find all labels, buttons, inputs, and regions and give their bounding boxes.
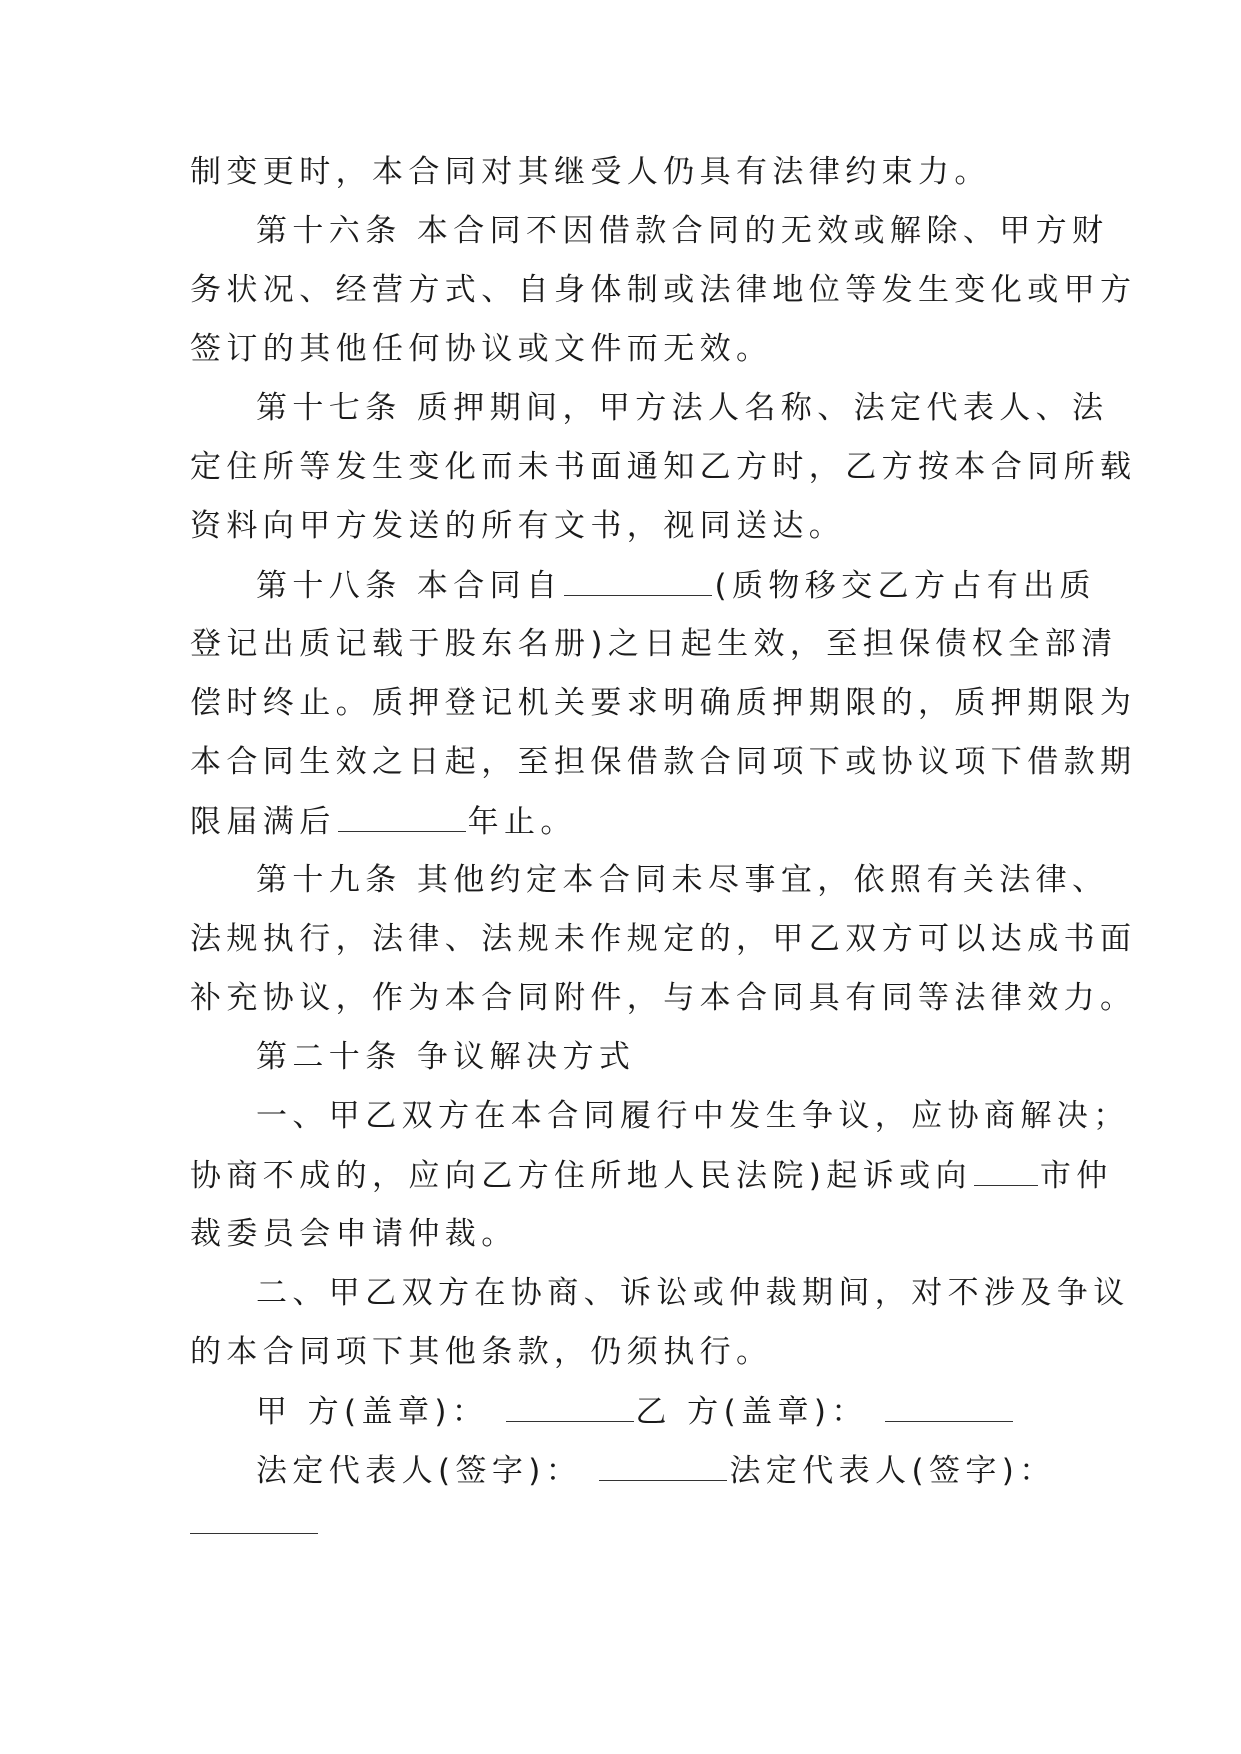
blank-field[interactable] xyxy=(564,565,712,596)
blank-field[interactable] xyxy=(338,801,466,832)
party-b-seal-label: 乙 方(盖章)： xyxy=(635,1394,868,1430)
party-b-rep-field[interactable] xyxy=(190,1532,318,1534)
text-line: 裁委员会申请仲裁。 xyxy=(190,1216,518,1252)
text-line: 制变更时，本合同对其继受人仍具有法律约束力。 xyxy=(190,154,991,190)
text-line: 二、甲乙双方在协商、诉讼或仲裁期间，对不涉及争议 xyxy=(256,1275,1130,1311)
text-line xyxy=(190,801,577,841)
seal-line xyxy=(256,1391,1015,1431)
text-line: 资料向甲方发送的所有文书，视同送达。 xyxy=(190,508,846,544)
text-line: 法规执行，法律、法规未作规定的，甲乙双方可以达成书面 xyxy=(190,921,1137,957)
text-line: 签订的其他任何协议或文件而无效。 xyxy=(190,331,773,367)
text-segment: 限届满后 xyxy=(190,804,336,840)
text-line: 一、甲乙双方在本合同履行中发生争议，应协商解决； xyxy=(256,1098,1130,1134)
article-16-heading-line: 第十六条 本合同不因借款合同的无效或解除、甲方财 xyxy=(256,213,1109,249)
signature-line xyxy=(256,1450,1056,1490)
article-20-heading-line: 第二十条 争议解决方式 xyxy=(256,1039,636,1075)
text-line: 务状况、经营方式、自身体制或法律地位等发生变化或甲方 xyxy=(190,272,1137,308)
text-line: 偿时终止。质押登记机关要求明确质押期限的，质押期限为 xyxy=(190,685,1137,721)
text-line: 的本合同项下其他条款，仍须执行。 xyxy=(190,1334,773,1370)
text-segment: 第十八条 本合同自 xyxy=(256,568,563,604)
text-line: 定住所等发生变化而未书面通知乙方时，乙方按本合同所载 xyxy=(190,449,1137,485)
party-b-rep-label: 法定代表人(签字)： xyxy=(729,1453,1056,1489)
party-a-rep-label: 法定代表人(签字)： xyxy=(256,1453,583,1489)
party-a-seal-field[interactable] xyxy=(506,1391,634,1422)
article-19-heading-line: 第十九条 其他约定本合同未尽事宜，依照有关法律、 xyxy=(256,862,1109,898)
text-line: 补充协议，作为本合同附件，与本合同具有同等法律效力。 xyxy=(190,980,1137,1016)
blank-field[interactable] xyxy=(974,1155,1038,1186)
text-line: 登记出质记载于股东名册)之日起生效，至担保债权全部清 xyxy=(190,626,1118,662)
article-18-heading-line xyxy=(256,565,1096,605)
text-segment: 年止。 xyxy=(467,804,577,840)
text-line xyxy=(190,1155,1113,1195)
article-17-heading-line: 第十七条 质押期间，甲方法人名称、法定代表人、法 xyxy=(256,390,1109,426)
text-segment: (质物移交乙方占有出质 xyxy=(714,568,1096,604)
party-b-seal-field[interactable] xyxy=(885,1391,1013,1422)
party-a-seal-label: 甲 方(盖章)： xyxy=(256,1394,489,1430)
text-segment: 市仲 xyxy=(1039,1158,1113,1194)
party-a-rep-field[interactable] xyxy=(599,1450,727,1481)
text-segment: 协商不成的，应向乙方住所地人民法院)起诉或向 xyxy=(190,1158,972,1194)
text-line: 本合同生效之日起，至担保借款合同项下或协议项下借款期 xyxy=(190,744,1137,780)
